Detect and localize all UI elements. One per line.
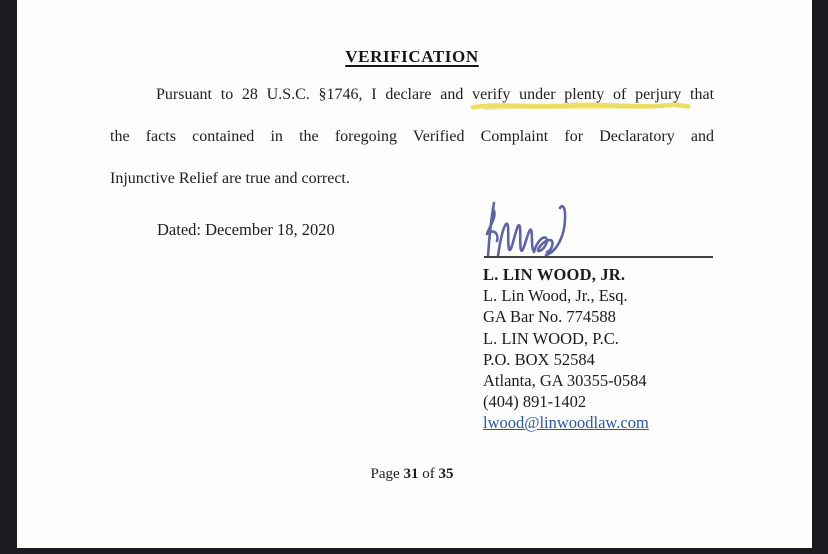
document-title-text: VERIFICATION [345, 47, 479, 66]
paragraph-line-1-after: that [690, 86, 714, 103]
paragraph-line-2: the facts contained in the foregoing Verified Complaint for Declaratory and [110, 128, 714, 145]
attorney-city-state-zip: Atlanta, GA 30355-0584 [483, 371, 647, 391]
signature-ink [480, 194, 584, 262]
signature-line [484, 256, 713, 258]
attorney-phone: (404) 891-1402 [483, 392, 587, 412]
footer-word-of: of [422, 466, 435, 482]
footer-total-pages: 35 [438, 466, 454, 482]
attorney-bar-number: GA Bar No. 774588 [483, 307, 616, 327]
document-page [17, 0, 812, 548]
paragraph-line-3: Injunctive Relief are true and correct. [110, 170, 350, 187]
paragraph-line-1-before: Pursuant to 28 U.S.C. §1746, I declare and [156, 86, 464, 103]
highlighted-phrase [472, 86, 690, 103]
attorney-block [483, 264, 649, 434]
attorney-po-box: P.O. BOX 52584 [483, 349, 595, 369]
document-title [110, 47, 714, 67]
attorney-name: L. LIN WOOD, JR. [483, 265, 626, 284]
page-footer [110, 466, 714, 483]
attorney-email-link[interactable]: lwood@linwoodlaw.com [483, 413, 649, 433]
footer-word-page: Page [370, 466, 400, 482]
attorney-firm: L. LIN WOOD, P.C. [483, 328, 619, 348]
paragraph-line-1 [110, 84, 714, 110]
attorney-name-esq: L. Lin Wood, Jr., Esq. [483, 286, 628, 306]
dated-line: Dated: December 18, 2020 [157, 220, 335, 239]
highlighted-phrase-text: verify under plenty of perjury [472, 86, 682, 103]
footer-page-number: 31 [403, 466, 419, 482]
